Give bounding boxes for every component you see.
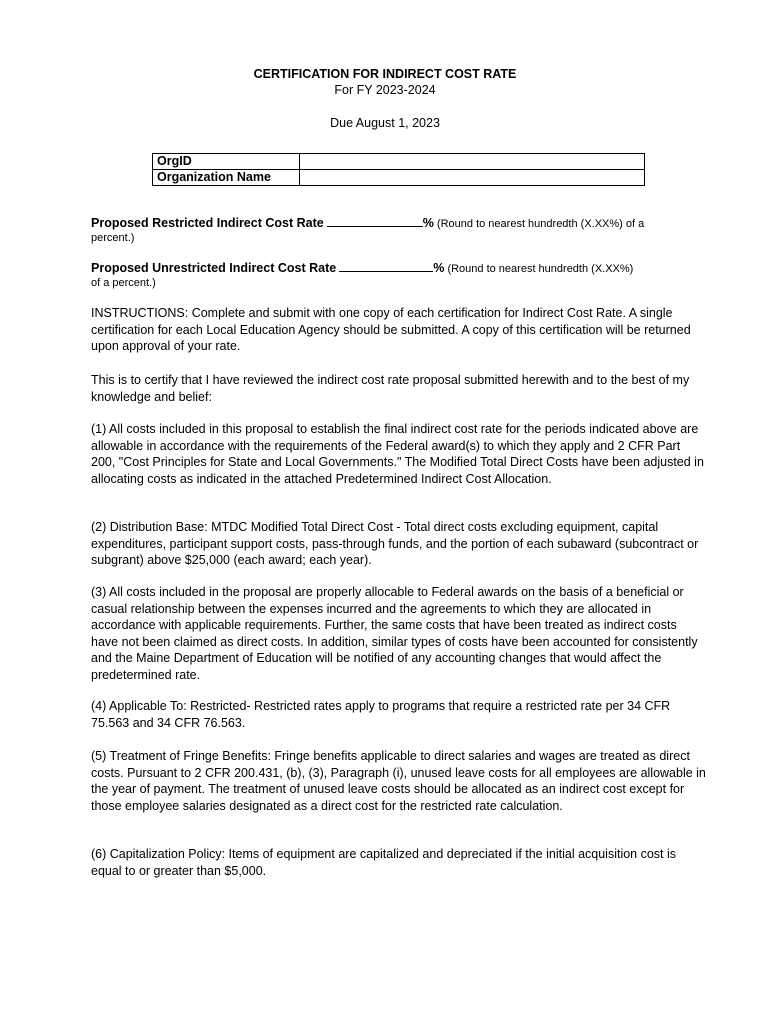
unrestricted-rate-note: (Round to nearest hundredth (X.XX%) xyxy=(444,263,634,275)
orgid-label: OrgID xyxy=(153,154,300,170)
unrestricted-rate-block xyxy=(91,259,713,290)
unrestricted-rate-field[interactable] xyxy=(339,259,433,272)
organization-name-field[interactable] xyxy=(300,170,645,186)
table-row xyxy=(153,154,645,170)
restricted-rate-note: (Round to nearest hundredth (X.XX%) of a xyxy=(433,218,645,230)
item-5-paragraph: (5) Treatment of Fringe Benefits: Fringe benefits applicable to direct salaries and wages are treated as direct costs. Pursuant to 2 CFR 200.431, (b), (3), Paragraph (i), unused leave costs for all employees are allowable in the year of payment. The treatment of unused leave costs should be allocated as an indirect cost except for those employee salaries designated as a direct cost for the restricted rate calculation. xyxy=(91,749,706,813)
restricted-rate-block xyxy=(91,214,713,245)
unrestricted-rate-label: Proposed Unrestricted Indirect Cost Rate xyxy=(91,261,337,275)
restricted-rate-note-cont: percent.) xyxy=(91,232,135,244)
certify-paragraph: This is to certify that I have reviewed the indirect cost rate proposal submitted herewith and to the best of my knowledge and belief: xyxy=(91,373,690,404)
restricted-rate-field[interactable] xyxy=(327,214,423,227)
due-date: Due August 1, 2023 xyxy=(330,116,440,130)
table-row xyxy=(153,170,645,186)
item-2-paragraph: (2) Distribution Base: MTDC Modified Total Direct Cost - Total direct costs excluding equipment, capital expenditures, participant support costs, pass-through funds, and the portion of each subaward (subcontract or subgrant) above $25,000 (each award; each year). xyxy=(91,520,699,567)
item-1-paragraph: (1) All costs included in this proposal to establish the final indirect cost rate for the periods indicated above are allowable in accordance with the requirements of the Federal award(s) to which they apply and 2 CFR Part 200, "Cost Principles for State and Local Governments." The Modified Total Direct Costs have been adjusted in allocating costs as indicated in the attached Predetermined Indirect Cost Allocation. xyxy=(91,422,704,486)
organization-table xyxy=(152,153,645,186)
restricted-rate-label: Proposed Restricted Indirect Cost Rate xyxy=(91,216,324,230)
orgid-field[interactable] xyxy=(300,154,645,170)
item-3-paragraph: (3) All costs included in the proposal are properly allocable to Federal awards on the basis of a beneficial or casual relationship between the expenses incurred and the agreements to which they are allocated in accordance with applicable requirements. Further, the same costs that have been treated as indirect costs have not been claimed as direct costs. In addition, similar types of costs have been accounted for consistently and the Maine Department of Education will be notified of any accounting changes that would affect the predetermined rate. xyxy=(91,585,698,682)
document-title: CERTIFICATION FOR INDIRECT COST RATE xyxy=(253,67,517,81)
fiscal-year: For FY 2023-2024 xyxy=(334,83,436,97)
instructions-paragraph: INSTRUCTIONS: Complete and submit with one copy of each certification for Indirect Cost Rate. A single certification for each Local Education Agency should be submitted. A copy of this certification will be returned upon approval of your rate. xyxy=(91,306,691,353)
unrestricted-percent-sign: % xyxy=(433,261,445,275)
organization-name-label: Organization Name xyxy=(153,170,300,186)
unrestricted-rate-note-cont: of a percent.) xyxy=(91,277,156,289)
item-4-paragraph: (4) Applicable To: Restricted- Restricted rates apply to programs that require a restricted rate per 34 CFR 75.563 and 34 CFR 76.563. xyxy=(91,699,671,730)
restricted-percent-sign: % xyxy=(422,216,434,230)
item-6-paragraph: (6) Capitalization Policy: Items of equipment are capitalized and depreciated if the initial acquisition cost is equal to or greater than $5,000. xyxy=(91,847,677,878)
